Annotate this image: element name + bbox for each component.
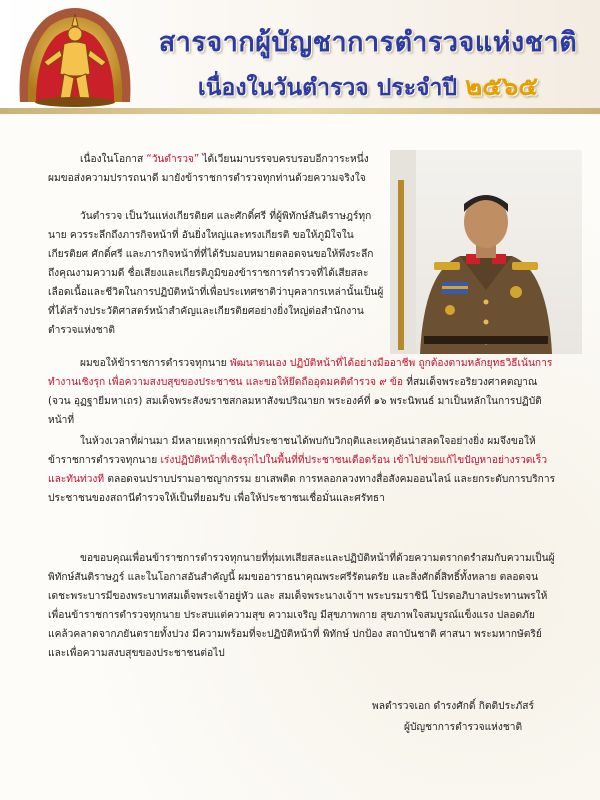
p4-highlight: เร่งปฏิบัติหน้าที่เชิงรุกไปในพื้นที่ที่ประชาชนเดือดร้อน เข้าไปช่วยแก้ไขปัญหาอย่างรวดเร็วและทันท่วงที [48, 455, 548, 485]
p3-highlight: พัฒนาตนเอง ปฏิบัติหน้าที่ได้อย่างมืออาชีพ ถูกต้องตามหลักยุทธวิธีเน้นการทำงานเชิงรุก เพื่อความสงบสุขของประชาชน และขอให้ยึดถืออุดมคติตำรวจ ๙ ข้อ [48, 358, 553, 388]
message-paragraph-5: ขอขอบคุณเพื่อนข้าราชการตำรวจทุกนายที่ทุ่มเทเสียสละและปฏิบัติหน้าที่ด้วยความตรากตรำสมกับความเป็นผู้พิทักษ์สันติราษฎร์ และในโอกาสอันสำคัญนี้ ผมขออาราธนาคุณพระศรีรัตนตรัย และสิ่งศักดิ์สิทธิ์ทั้งหลาย ตลอดจนเดชะพระบารมีของพระบาทสมเด็จพระเจ้าอยู่หัว และ สมเด็จพระนางเจ้าฯ พระบรมราชินี โปรดอภิบาลประทานพรให้เพื่อนข้าราชการตำรวจทุกนาย ประสบแต่ความสุข ความเจริญ มีสุขภาพกาย สุขภาพใจสมบูรณ์แข็งแรง ปลอดภัย แคล้วคลาดจากภยันตรายทั้งปวง มีความพร้อมที่จะปฏิบัติหน้าที่ พิทักษ์ ปกป้อง สถาบันชาติ ศาสนา พระมหากษัตริย์ และเพื่อความสงบสุขของประชาชนต่อไป [48, 553, 555, 659]
p3-text-start: ผมขอให้ข้าราชการตำรวจทุกนาย [80, 358, 230, 369]
message-paragraph-4 [48, 432, 558, 508]
message-paragraph-3 [48, 354, 558, 430]
message-paragraph-1 [48, 150, 384, 188]
p4-text-start: ในห้วงเวลาที่ผ่านมา มีหลายเหตุการณ์ที่ประชาชนได้พบกับวิกฤติและเหตุอันน่าสลดใจอย่างยิ่ง ผมจึงขอให้ข้าราชการตำรวจทุกนาย [48, 436, 536, 466]
message-paragraph-2: วันตำรวจ เป็นวันแห่งเกียรติยศ และศักดิ์ศรี ที่ผู้พิทักษ์สันติราษฎร์ทุกนาย ควรระลึกถึงภารกิจหน้าที่ อันยิ่งใหญ่และทรงเกียรติ ขอให้ภูมิใจในเกียรติยศ ศักดิ์ศรี และภารกิจหน้าที่ที่ได้รับมอบหมายตลอดจนขอให้พึงระลึกถึงคุณงามความดี ชื่อเสียงและเกียรติภูมิของข้าราชการตำรวจที่ได้เสียสละเลือดเนื้อและชีวิตในการปฏิบัติหน้าที่เพื่อประเทศชาติว่าบุคลากรเหล่านั้นเป็นผู้ที่ได้สร้างประวัติศาสตร์หน้าสำคัญและเกียรติยศอย่างยิ่งใหญ่ต่อสำนักงานตำรวจแห่งชาติ [48, 211, 384, 336]
subtitle-text: เนื่องในวันตำรวจ ประจำปี [197, 75, 458, 101]
police-emblem-icon [6, 4, 144, 108]
subtitle-year: ๒๕๖๕ [465, 72, 539, 102]
p1-highlight: “วันตำรวจ” [146, 154, 200, 165]
signature-name: พลตำรวจเอก ดำรงศักดิ์ กิตติประภัสร์ [372, 701, 534, 712]
signature-position: ผู้บัญชาการตำรวจแห่งชาติ [404, 722, 523, 733]
page-subtitle [146, 66, 590, 107]
p3-text-end: ที่สมเด็จพระอริยวงศาคตญาณ (จวน อุฏฐายีมหาเถร) สมเด็จพระสังฆราชสกลมหาสังฆปริณายก พระองค์ที่ ๑๖ พระนิพนธ์ มาเป็นหลักในการปฏิบัติหน้าที่ [48, 377, 542, 426]
officer-portrait-icon [390, 150, 582, 354]
p4-text-end: ตลอดจนปราบปรามอาชญากรรม ยาเสพติด การหลอกลวงทางสื่อสังคมออนไลน์ และยกระดับการบริการประชาชนของสถานีตำรวจให้เป็นที่ยอมรับ เพื่อให้ประชาชนเชื่อมั่นและศรัทธา [48, 474, 556, 504]
p1-text-end: ได้เวียนมาบรรจบครบรอบอีกวาระหนึ่ง ผมขอส่งความปรารถนาดี มายังข้าราชการตำรวจทุกท่านด้วยความจริงใจ [48, 154, 369, 184]
page-title: สารจากผู้บัญชาการตำรวจแห่งชาติ [158, 27, 578, 58]
p1-text-start: เนื่องในโอกาส [80, 154, 147, 165]
portrait-photo [390, 150, 582, 354]
